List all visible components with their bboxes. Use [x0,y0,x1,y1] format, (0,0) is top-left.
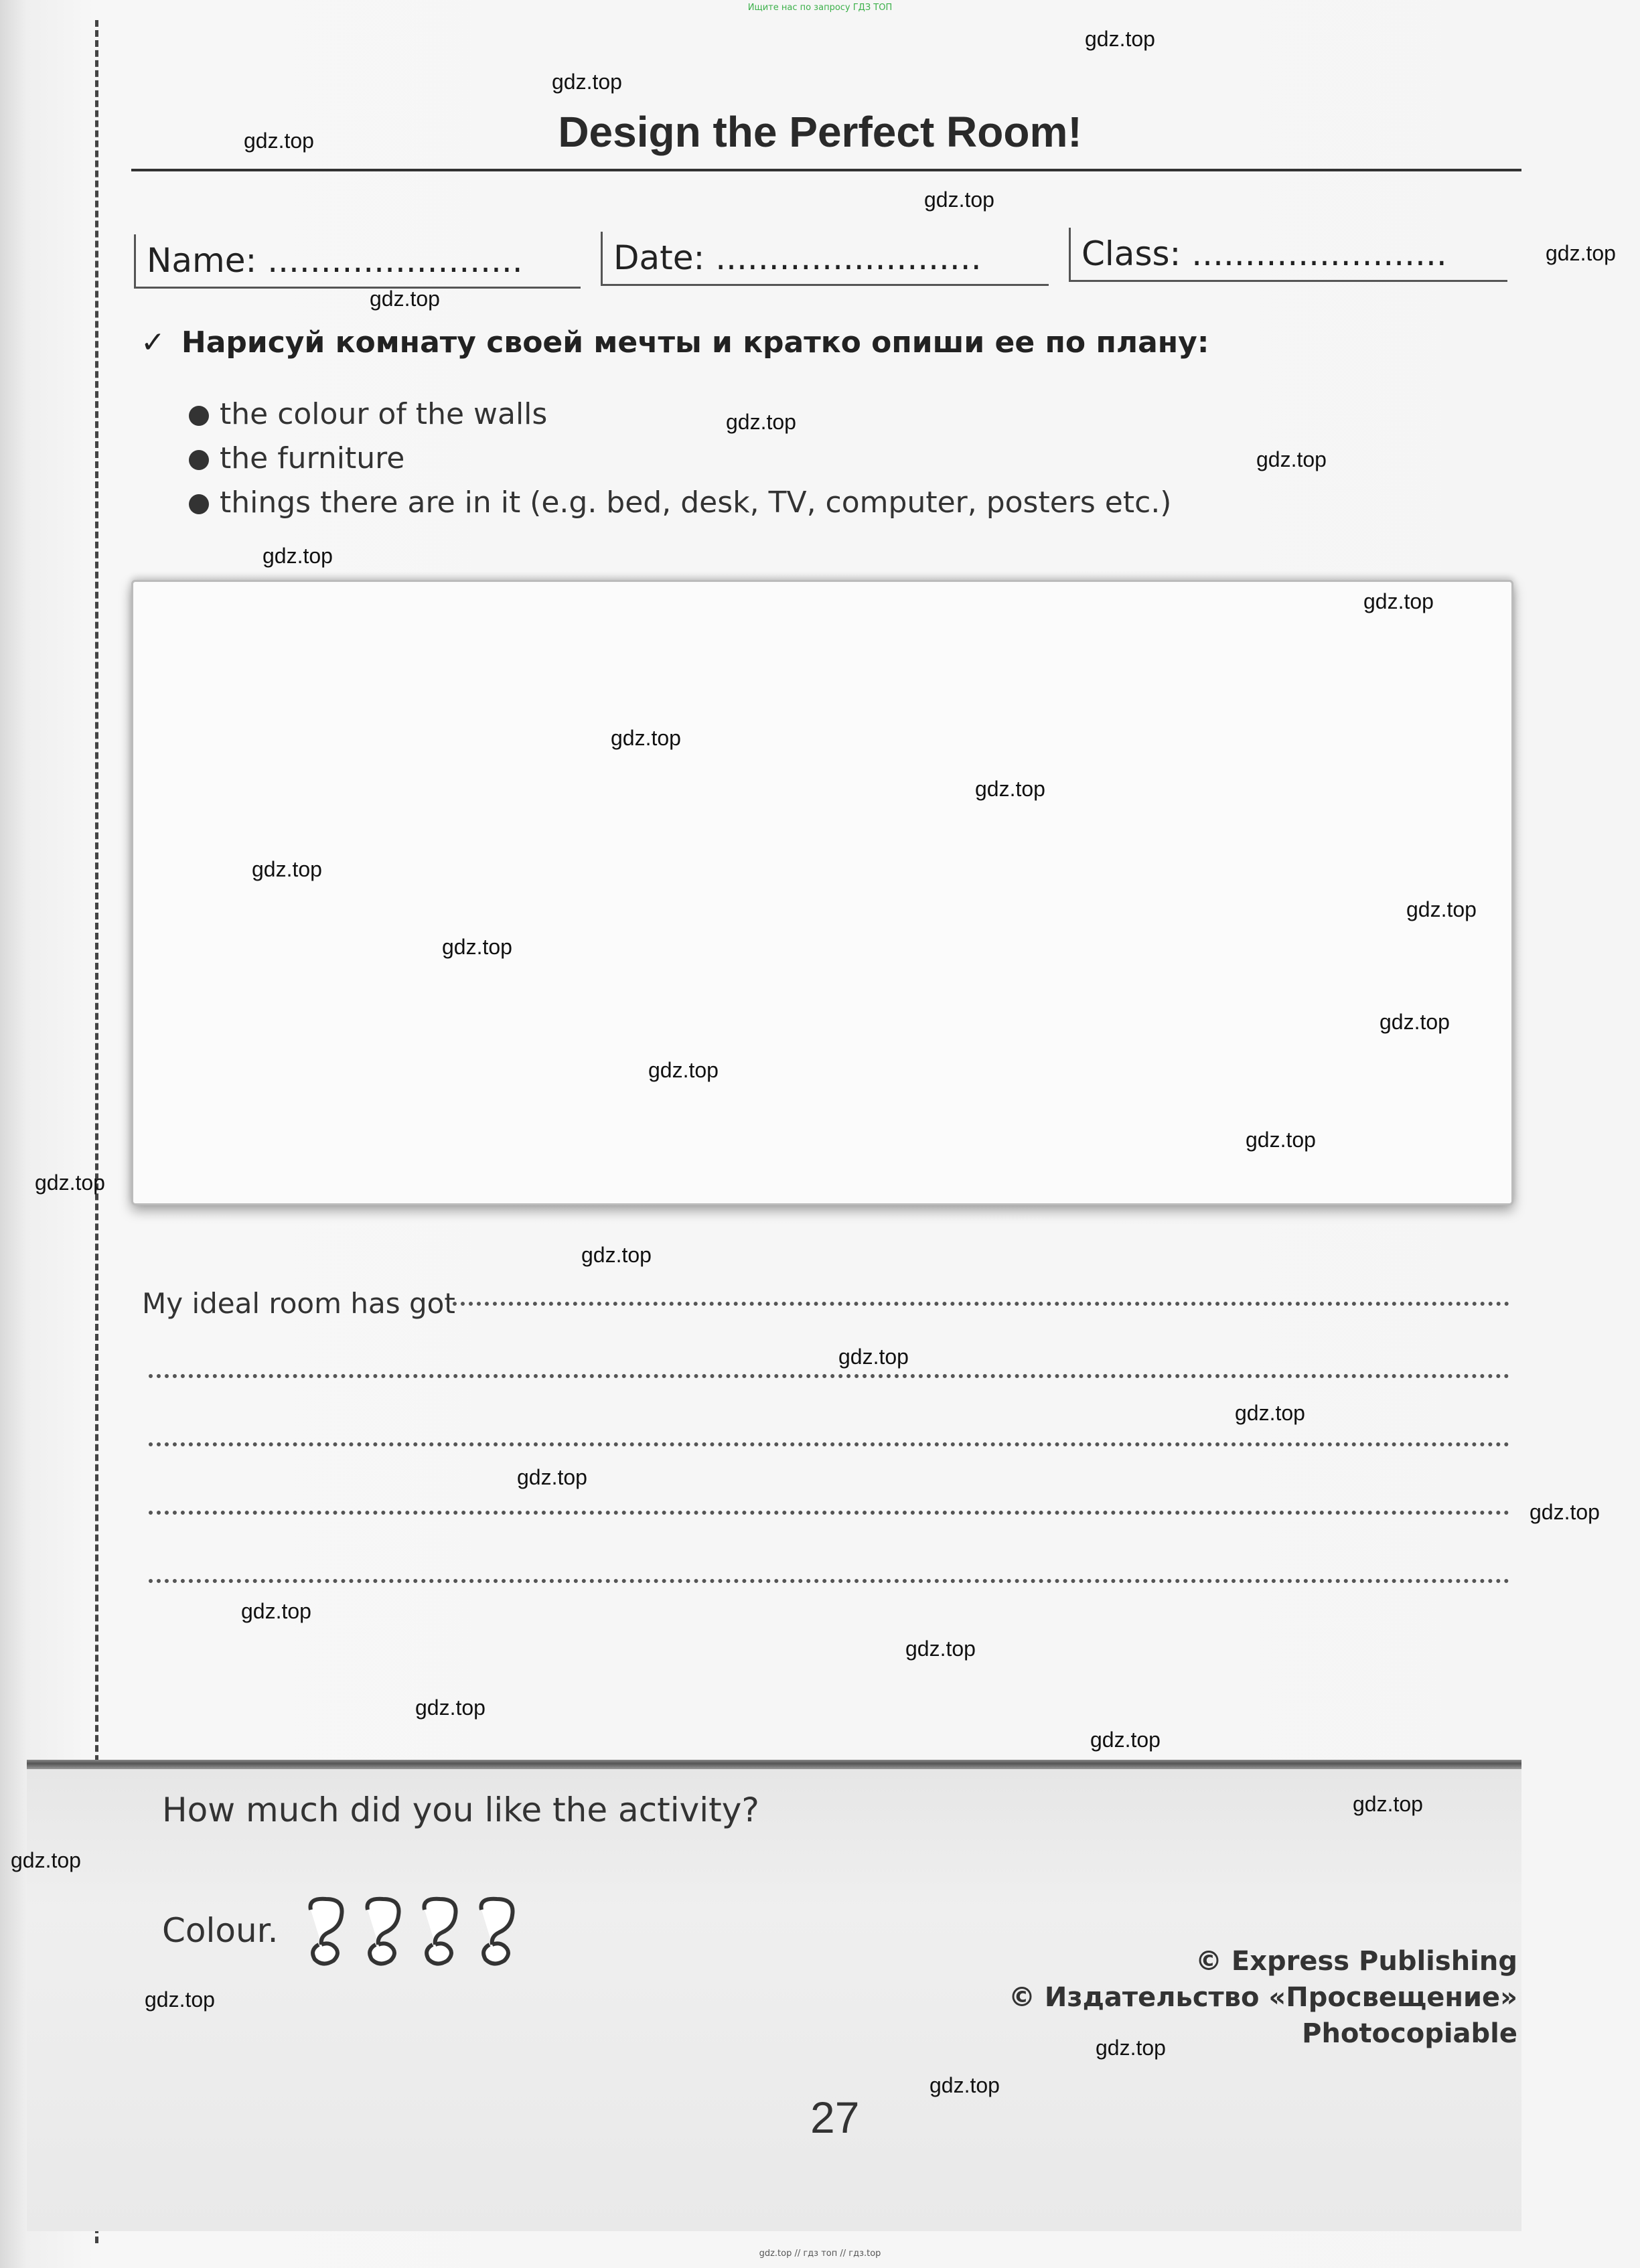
copyright-line: © Издательство «Просвещение» [1008,1982,1517,2013]
watermark: gdz.top [244,129,314,153]
watermark: gdz.top [929,2073,1000,2097]
name-field[interactable]: Name: ........................ [134,234,581,289]
drawing-area[interactable] [131,580,1513,1205]
writing-line[interactable] [453,1302,1509,1306]
watermark: gdz.top [1085,27,1155,51]
writing-line[interactable] [149,1511,1509,1515]
watermark: gdz.top [552,70,622,94]
copyright-line: Photocopiable [1302,2018,1517,2049]
bullet-icon [189,406,209,426]
writing-line[interactable] [149,1374,1509,1378]
watermark: gdz.top [442,935,512,959]
watermark: gdz.top [263,544,333,568]
watermark: gdz.top [726,410,796,434]
feedback-question: How much did you like the activity? [162,1791,759,1829]
watermark: gdz.top [1353,1792,1423,1816]
page-title: Design the Perfect Room! [558,108,1082,156]
copyright-line: © Express Publishing [1195,1946,1517,1977]
header-note: Ищите нас по запросу ГДЗ ТОП [747,3,893,13]
watermark: gdz.top [975,777,1045,801]
title-underline [131,169,1521,171]
watermark: gdz.top [905,1637,976,1661]
watermark: gdz.top [1235,1401,1305,1425]
colour-label: Colour. [162,1911,279,1950]
face-outline-icon[interactable] [303,1895,350,1969]
watermark: gdz.top [252,857,322,881]
watermark: gdz.top [1256,447,1327,471]
watermark: gdz.top [517,1465,587,1489]
page-number: 27 [810,2093,860,2142]
class-field[interactable]: Class: ........................ [1069,228,1507,282]
watermark: gdz.top [1090,1728,1161,1752]
date-field[interactable]: Date: ......................... [601,232,1049,286]
copyright-block [1009,1943,1517,2052]
checkmark-icon: ✓ [141,325,165,360]
list-item: the colour of the walls [189,392,1171,437]
face-outline-icon[interactable] [360,1895,406,1969]
footer-note: gdz.top // гдз топ // гдз.top [759,2249,881,2259]
watermark: gdz.top [1530,1500,1600,1524]
watermark: gdz.top [648,1058,719,1082]
watermark: gdz.top [1406,897,1477,921]
face-outline-icon[interactable] [417,1895,463,1969]
watermark: gdz.top [611,726,681,750]
rating-faces [303,1895,527,1971]
list-item: things there are in it (e.g. bed, desk, TV, computer, posters etc.) [189,481,1171,525]
face-outline-icon[interactable] [473,1895,520,1969]
watermark: gdz.top [838,1345,909,1369]
writing-line[interactable] [149,1579,1509,1583]
watermark: gdz.top [581,1243,652,1267]
watermark: gdz.top [35,1170,105,1195]
plan-list [189,392,1171,525]
task-text: Нарисуй комнату своей мечты и кратко опиши ее по плану: [181,325,1209,360]
watermark: gdz.top [1096,2036,1166,2060]
ideal-room-label: My ideal room has got [142,1287,455,1320]
bullet-icon [189,494,209,514]
watermark: gdz.top [11,1848,81,1872]
watermark: gdz.top [924,187,994,212]
section-divider [27,1760,1521,1769]
watermark: gdz.top [1546,241,1616,265]
watermark: gdz.top [370,287,440,311]
writing-line[interactable] [149,1442,1509,1446]
watermark: gdz.top [1246,1128,1316,1152]
task-instruction [141,325,1209,360]
watermark: gdz.top [415,1695,486,1720]
watermark: gdz.top [1363,589,1434,613]
watermark: gdz.top [145,1987,215,2012]
list-item: the furniture [189,437,1171,481]
watermark: gdz.top [1380,1010,1450,1034]
watermark: gdz.top [241,1599,311,1623]
bullet-icon [189,450,209,470]
